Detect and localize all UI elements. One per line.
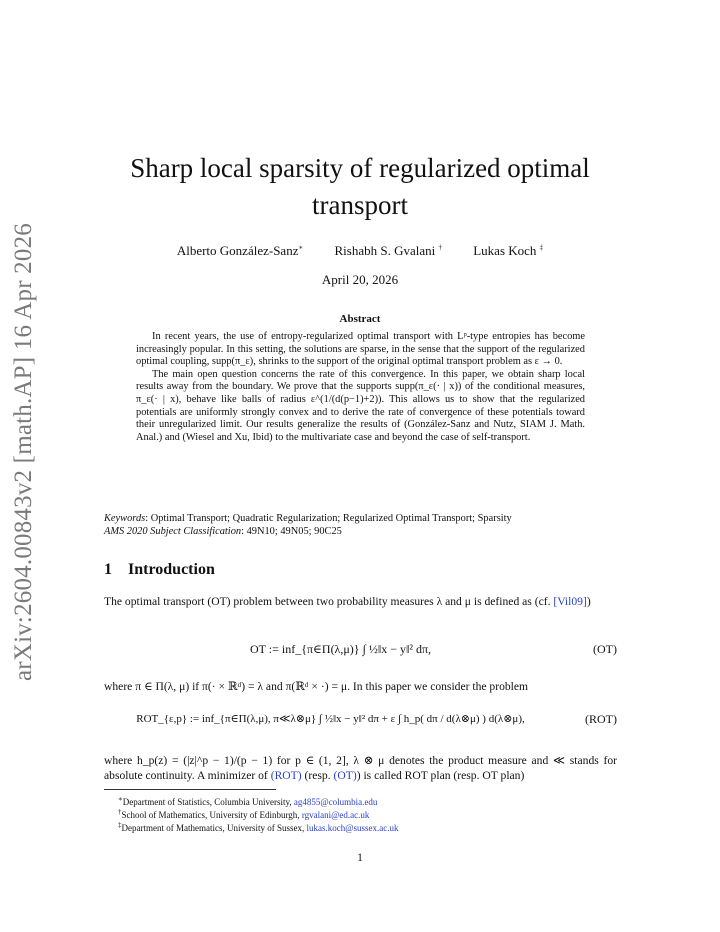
footnote-mark: ∗ bbox=[118, 795, 123, 803]
ams-label: AMS 2020 Subject Classification bbox=[104, 526, 242, 537]
author bbox=[334, 243, 442, 258]
intro-close: ) bbox=[586, 595, 591, 608]
author-name: Rishabh S. Gvalani bbox=[334, 243, 436, 258]
section-number: 1 bbox=[104, 561, 112, 578]
abstract-paragraph-2: The main open question concerns the rate of this convergence. In this paper, we obtain sharp local results away from the boundary. We prove that the supports supp(π_ε(· | x)) of the conditional measures, π_ε(· | x), behave like balls of radius ε^(1/(d(p−1)+2)). This allows us to show that the regularized potentials are uniformly strongly convex and to derive the rate of convergence of these potentials toward their unregularized limit. Our results generalize the results of (González-Sanz and Nutz, SIAM J. Math. Anal.) and (Wiesel and Xu, Ibid) to the multivariate case and beyond the case of self-transport. bbox=[136, 368, 585, 443]
intro-paragraph bbox=[104, 594, 617, 609]
author bbox=[177, 243, 303, 258]
footnote-text: Department of Mathematics, University of Sussex, bbox=[121, 823, 305, 833]
author-name: Lukas Koch bbox=[473, 243, 537, 258]
page-number: 1 bbox=[357, 852, 363, 864]
ams-text: 49N10; 49N05; 90C25 bbox=[246, 526, 342, 537]
abstract-paragraph-1: In recent years, the use of entropy-regularized optimal transport with Lᵖ-type entropies has become increasingly popular. In this setting, the solutions are sparse, in the sense that the support of the regularized optimal coupling, supp(π_ε), shrinks to the support of the original optimal transport problem as ε → 0. bbox=[136, 331, 585, 368]
definition-text-c: ) is called ROT plan (resp. OT plan) bbox=[356, 769, 525, 782]
footnote-email-link[interactable]: lukas.koch@sussex.ac.uk bbox=[306, 823, 399, 833]
equation-rot-tag: (ROT) bbox=[585, 712, 617, 726]
equation-ot bbox=[104, 642, 617, 657]
definition-text-b: (resp. bbox=[304, 769, 331, 782]
author-mark: † bbox=[438, 243, 442, 252]
keywords-label: Keywords bbox=[104, 513, 146, 524]
paper-title bbox=[90, 150, 630, 224]
middle-paragraph: where π ∈ Π(λ, μ) if π(· × ℝᵈ) = λ and π(ℝᵈ × ·) = μ. In this paper we consider the problem bbox=[104, 680, 529, 693]
equation-rot-body: ROT_{ε,p} := inf_{π∈Π(λ,μ), π≪λ⊗μ} ∫ ½‖x − y‖² dπ + ε ∫ h_p( dπ / d(λ⊗μ) ) d(λ⊗μ), bbox=[136, 713, 525, 725]
keywords-block: Keywords: Optimal Transport; Quadratic Regularization; Regularized Optimal Transport; Sparsity AMS 2020 Subject Classification: 49N10; 49N05; 90C25 bbox=[104, 513, 512, 537]
author-list bbox=[90, 243, 630, 259]
keywords-text: Optimal Transport; Quadratic Regularization; Regularized Optimal Transport; Sparsity bbox=[150, 513, 512, 524]
definition-text-a: where h_p(z) = (|z|^p − 1)/(p − 1) for p ∈ (1, 2], λ ⊗ μ denotes the product measure and ≪ stands for absolute continuity. A minimizer of bbox=[104, 754, 617, 782]
ref-rot-link[interactable]: (ROT) bbox=[270, 769, 302, 782]
title-line-1: Sharp local sparsity of regularized optimal bbox=[130, 153, 590, 183]
footnote-email-link[interactable]: ag4855@columbia.edu bbox=[293, 797, 378, 807]
author bbox=[473, 243, 543, 258]
citation-link[interactable]: [Vil09] bbox=[553, 595, 587, 608]
footnote-email-link[interactable]: rgvalani@ed.ac.uk bbox=[301, 810, 370, 820]
definition-paragraph bbox=[104, 753, 617, 783]
section-heading bbox=[104, 561, 215, 579]
footnote-mark: † bbox=[118, 808, 122, 816]
title-line-2: transport bbox=[312, 190, 408, 220]
paper-date: April 20, 2026 bbox=[321, 272, 399, 287]
intro-text: The optimal transport (OT) problem between two probability measures λ and μ is defined as (cf. bbox=[104, 595, 551, 608]
footnote-mark: ‡ bbox=[118, 821, 122, 829]
abstract-heading: Abstract bbox=[339, 313, 381, 325]
arxiv-identifier: arXiv:2604.00843v2 [math.AP] 16 Apr 2026 bbox=[10, 223, 37, 681]
footnote-text: Department of Statistics, Columbia University, bbox=[122, 797, 292, 807]
footnote bbox=[118, 819, 399, 834]
equation-rot bbox=[104, 712, 617, 725]
author-name: Alberto González-Sanz bbox=[176, 243, 299, 258]
footnote-text: School of Mathematics, University of Edinburgh, bbox=[121, 810, 300, 820]
footnote-rule bbox=[104, 789, 276, 790]
section-title: Introduction bbox=[128, 561, 215, 578]
equation-ot-body: OT := inf_{π∈Π(λ,μ)} ∫ ½‖x − y‖² dπ, bbox=[249, 642, 432, 656]
ref-ot-link[interactable]: (OT) bbox=[333, 769, 357, 782]
author-mark: ∗ bbox=[298, 243, 304, 252]
equation-ot-tag: (OT) bbox=[593, 642, 617, 656]
author-mark: ‡ bbox=[539, 243, 544, 252]
abstract-body bbox=[136, 331, 585, 444]
